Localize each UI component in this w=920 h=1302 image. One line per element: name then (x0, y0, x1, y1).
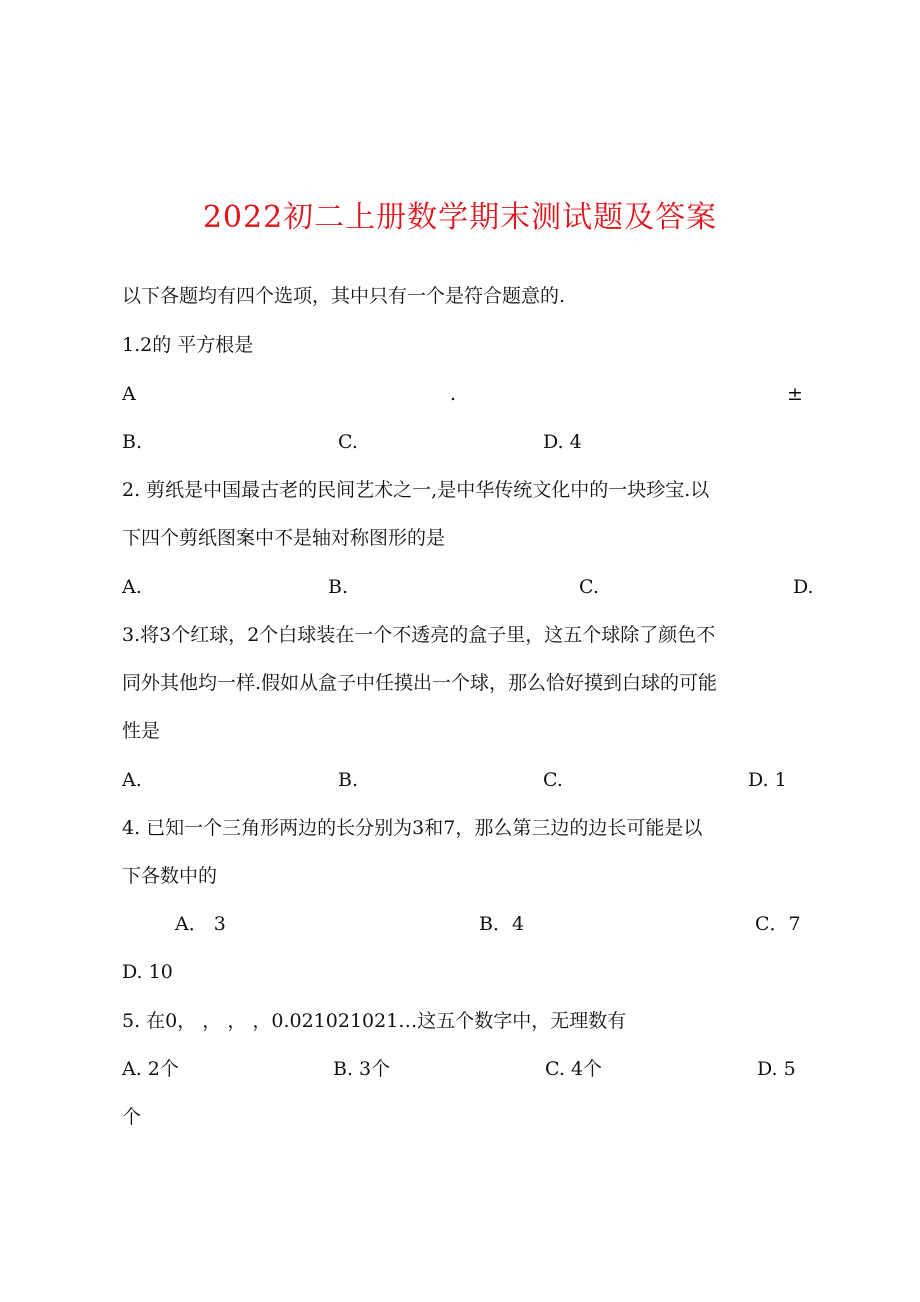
q1-option-d: D. 4 (543, 431, 582, 453)
intro-text: 以下各题均有四个选项，其中只有一个是符合题意的. (122, 285, 566, 307)
q4-option-d: D. 10 (122, 961, 173, 983)
q5-option-a: A. 2个 (122, 1058, 179, 1080)
q1-dot: . (450, 383, 457, 405)
q4-option-c: C．7 (755, 913, 801, 935)
q5-option-d-continued: 个 (122, 1106, 142, 1128)
q5-option-c: C. 4个 (545, 1058, 603, 1080)
page-title: 2022初二上册数学期末测试题及答案 (202, 200, 718, 235)
q4-stem-line-2: 下各数中的 (122, 865, 218, 887)
q5-option-d: D. 5 (757, 1058, 796, 1080)
q5-stem: 5. 在0， ， ， ，0.021021021…这五个数字中，无理数有 (122, 1010, 627, 1032)
q1-plus-minus: ± (787, 383, 803, 405)
q3-option-a: A. (122, 769, 142, 791)
q5-option-b: B. 3个 (333, 1058, 391, 1080)
q3-stem-line-1: 3.将3个红球，2个白球装在一个不透亮的盒子里，这五个球除了颜色不 (122, 624, 716, 646)
q1-option-a: A (122, 383, 136, 405)
q2-option-a: A. (122, 576, 142, 598)
q1-option-b: B. (122, 431, 143, 453)
q3-stem-line-2: 同外其他均一样.假如从盒子中任摸出一个球，那么恰好摸到白球的可能 (122, 672, 718, 694)
q3-option-d: D. 1 (748, 769, 787, 791)
q4-option-b: B．4 (479, 913, 525, 935)
q2-option-b: B. (328, 576, 349, 598)
q1-stem: 1.2的 平方根是 (122, 334, 254, 356)
q2-stem-line-2: 下四个剪纸图案中不是轴对称图形的是 (122, 527, 446, 549)
q2-stem-line-1: 2. 剪纸是中国最古老的民间艺术之一,是中华传统文化中的一块珍宝.以 (122, 479, 710, 501)
q2-option-d: D. (793, 576, 814, 598)
q1-option-c: C. (338, 431, 358, 453)
q4-stem-line-1: 4. 已知一个三角形两边的长分别为3和7，那么第三边的边长可能是以 (122, 817, 703, 839)
q2-option-c: C. (579, 576, 599, 598)
q4-option-a: A． 3 (175, 913, 226, 935)
q3-option-c: C. (543, 769, 563, 791)
q3-stem-line-3: 性是 (122, 720, 161, 742)
q3-option-b: B. (338, 769, 359, 791)
